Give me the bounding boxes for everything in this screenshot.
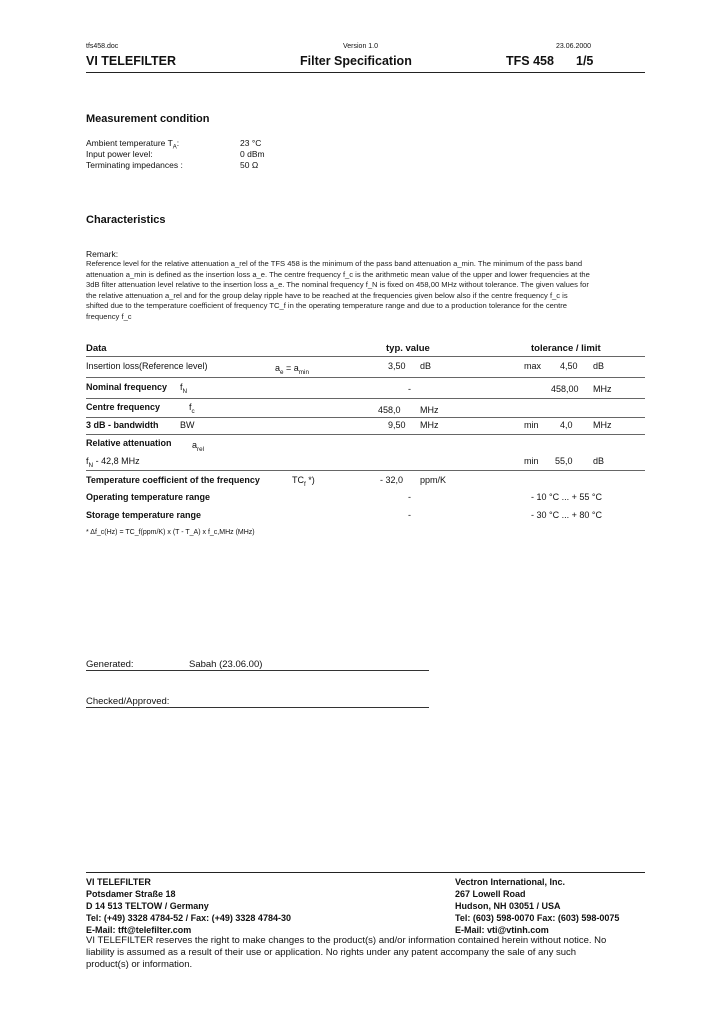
generated-label: Generated: (86, 659, 134, 670)
footer-left-line: E-Mail: tft@telefilter.com (86, 925, 192, 935)
remark-line: the relative attenuation a_rel and for the group delay ripple have to be reached at the frequencies given below also if the centre frequency f_c is (86, 290, 568, 300)
table-row-typ: 458,0 (378, 405, 401, 415)
table-rule (86, 417, 645, 418)
checked-label: Checked/Approved: (86, 696, 170, 707)
table-row-limit: min (524, 456, 539, 466)
table-rule (86, 470, 645, 471)
table-row-typ: 3,50 (388, 361, 406, 371)
table-row-symbol: $f_N$ (180, 382, 188, 395)
measurement-value-temp: 23 °C (240, 138, 262, 148)
table-header-data: Data (86, 343, 107, 354)
header-title: Filter Specification (300, 54, 412, 68)
table-header-tol: tolerance / limit (531, 343, 601, 354)
footer-right-line: 267 Lowell Road (455, 889, 526, 899)
remark-title: Remark: (86, 249, 119, 259)
header-date: 23.06.2000 (556, 43, 592, 50)
table-row-name: Operating temperature range (86, 492, 211, 502)
table-row-name: Storage temperature range (86, 510, 202, 520)
table-rule (86, 398, 645, 399)
remark-text (86, 259, 636, 323)
header-version: Version 1.0 (343, 43, 379, 50)
footer-address-left (86, 876, 291, 936)
table-row-typ-unit: MHz (420, 420, 439, 430)
table-row-typ-unit: dB (420, 361, 432, 371)
table-row-name: 3 dB - bandwidth (86, 420, 159, 430)
table-row-symbol: $a_e = a_{min}$ (275, 363, 309, 376)
table-row-typ-unit: ppm/K (420, 475, 447, 485)
table-row-limit: max (524, 361, 542, 371)
header-company: VI TELEFILTER (86, 54, 177, 68)
header-part: TFS 458 (506, 54, 554, 68)
table-rule (86, 377, 645, 378)
table-row-tol-unit: dB (593, 361, 605, 371)
generated-value: Sabah (23.06.00) (189, 659, 263, 670)
table-row-tol-unit: MHz (593, 384, 612, 394)
footer-right-line: Hudson, NH 03051 / USA (455, 901, 561, 911)
table-row-typ-unit: MHz (420, 405, 439, 415)
disclaimer-line: VI TELEFILTER reserves the right to make changes to the product(s) and/or information contained herein without notice. No (86, 935, 607, 946)
footer-address-right (455, 876, 619, 936)
table-row-typ: - (408, 492, 411, 502)
footer-left-line: Potsdamer Straße 18 (86, 889, 176, 899)
measurement-label-impedance: Terminating impedances : (86, 160, 183, 170)
table-row-typ: - 32,0 (380, 475, 404, 485)
header-rule (86, 72, 645, 73)
table-row-tol: 55,0 (555, 456, 573, 466)
remark-line: shifted due to the temperature coefficient of frequency TC_f in the operating temperature range and due to a production tolerance for the centre (86, 301, 567, 311)
characteristics-heading: Characteristics (86, 214, 166, 226)
table-row-tol: 4,0 (560, 420, 573, 430)
measurement-label-temp: Ambient temperature $T_A$: (86, 138, 180, 151)
footer-left-line: D 14 513 TELTOW / Germany (86, 901, 209, 911)
table-row-typ: - (408, 510, 411, 520)
measurement-label-power: Input power level: (86, 149, 153, 159)
table-row-limit: min (524, 420, 539, 430)
disclaimer-line: liability is assumed as a result of their use or application. No rights under any patent accompany the sale of any such (86, 947, 577, 958)
footer-left-line: VI TELEFILTER (86, 877, 151, 887)
table-row-tol: - 30 °C ... + 80 °C (531, 510, 602, 520)
table-row-tol: - 10 °C ... + 55 °C (531, 492, 602, 502)
footer-left-line: Tel: (+49) 3328 4784-52 / Fax: (+49) 3328 4784-30 (86, 913, 291, 923)
measurement-value-impedance: 50 Ω (240, 160, 259, 170)
table-rule (86, 356, 645, 357)
table-row-typ: 9,50 (388, 420, 406, 430)
table-rule (86, 434, 645, 435)
footer-disclaimer (86, 935, 606, 971)
table-row-name: Insertion loss(Reference level) (86, 361, 208, 371)
table-row-name: Relative attenuation (86, 438, 172, 448)
header-page: 1/5 (576, 54, 594, 68)
checked-signature-line (86, 707, 429, 708)
footer-right-line: Vectron International, Inc. (455, 877, 566, 887)
table-row-tol-unit: dB (593, 456, 605, 466)
footer-rule (86, 872, 645, 873)
table-row-name: Centre frequency (86, 402, 161, 412)
header-filename: tfs458.doc (86, 43, 119, 50)
generated-signature-line (86, 670, 429, 671)
disclaimer-line: product(s) or information. (86, 959, 193, 970)
table-row-tol: 4,50 (560, 361, 578, 371)
table-header-typ: typ. value (386, 343, 430, 354)
table-row-tol-unit: MHz (593, 420, 612, 430)
table-footnote: * Δf_c(Hz) = TC_f(ppm/K) x (T - T_A) x f_c,MHz (MHz) (86, 529, 255, 536)
table-row-name: Nominal frequency (86, 382, 168, 392)
remark-line: frequency f_c (86, 311, 132, 321)
remark-line: attenuation a_min is defined as the insertion loss a_e. The centre frequency f_c is the arithmetic mean value of the upper and lower frequencies at the (86, 269, 590, 279)
table-row-name: Temperature coefficient of the frequency (86, 475, 260, 485)
measurement-heading: Measurement condition (86, 113, 210, 125)
footer-right-line: Tel: (603) 598-0070 Fax: (603) 598-0075 (455, 913, 620, 923)
measurement-value-power: 0 dBm (240, 149, 265, 159)
remark-line: Reference level for the relative attenuation a_rel of the TFS 458 is the minimum of the pass band attenuation a_min. The minimum of the pass band (86, 259, 583, 268)
table-row-symbol: $a_{rel}$ (192, 440, 205, 453)
table-row-symbol: $f_c$ (189, 402, 195, 415)
table-row-name: $f_N - 42,8$ MHz (86, 456, 140, 469)
table-row-symbol: BW (180, 420, 195, 430)
remark-line: 3dB filter attenuation level relative to the insertion loss a_e. The nominal frequency f_N is fixed on 458,00 MHz without tolerance. The given values for (86, 280, 589, 290)
table-row-typ: - (408, 384, 411, 394)
table-row-tol: 458,00 (551, 384, 579, 394)
footer-right-line: E-Mail: vti@vtinh.com (455, 925, 549, 935)
table-row-symbol: $TC_f$ *) (292, 475, 315, 488)
